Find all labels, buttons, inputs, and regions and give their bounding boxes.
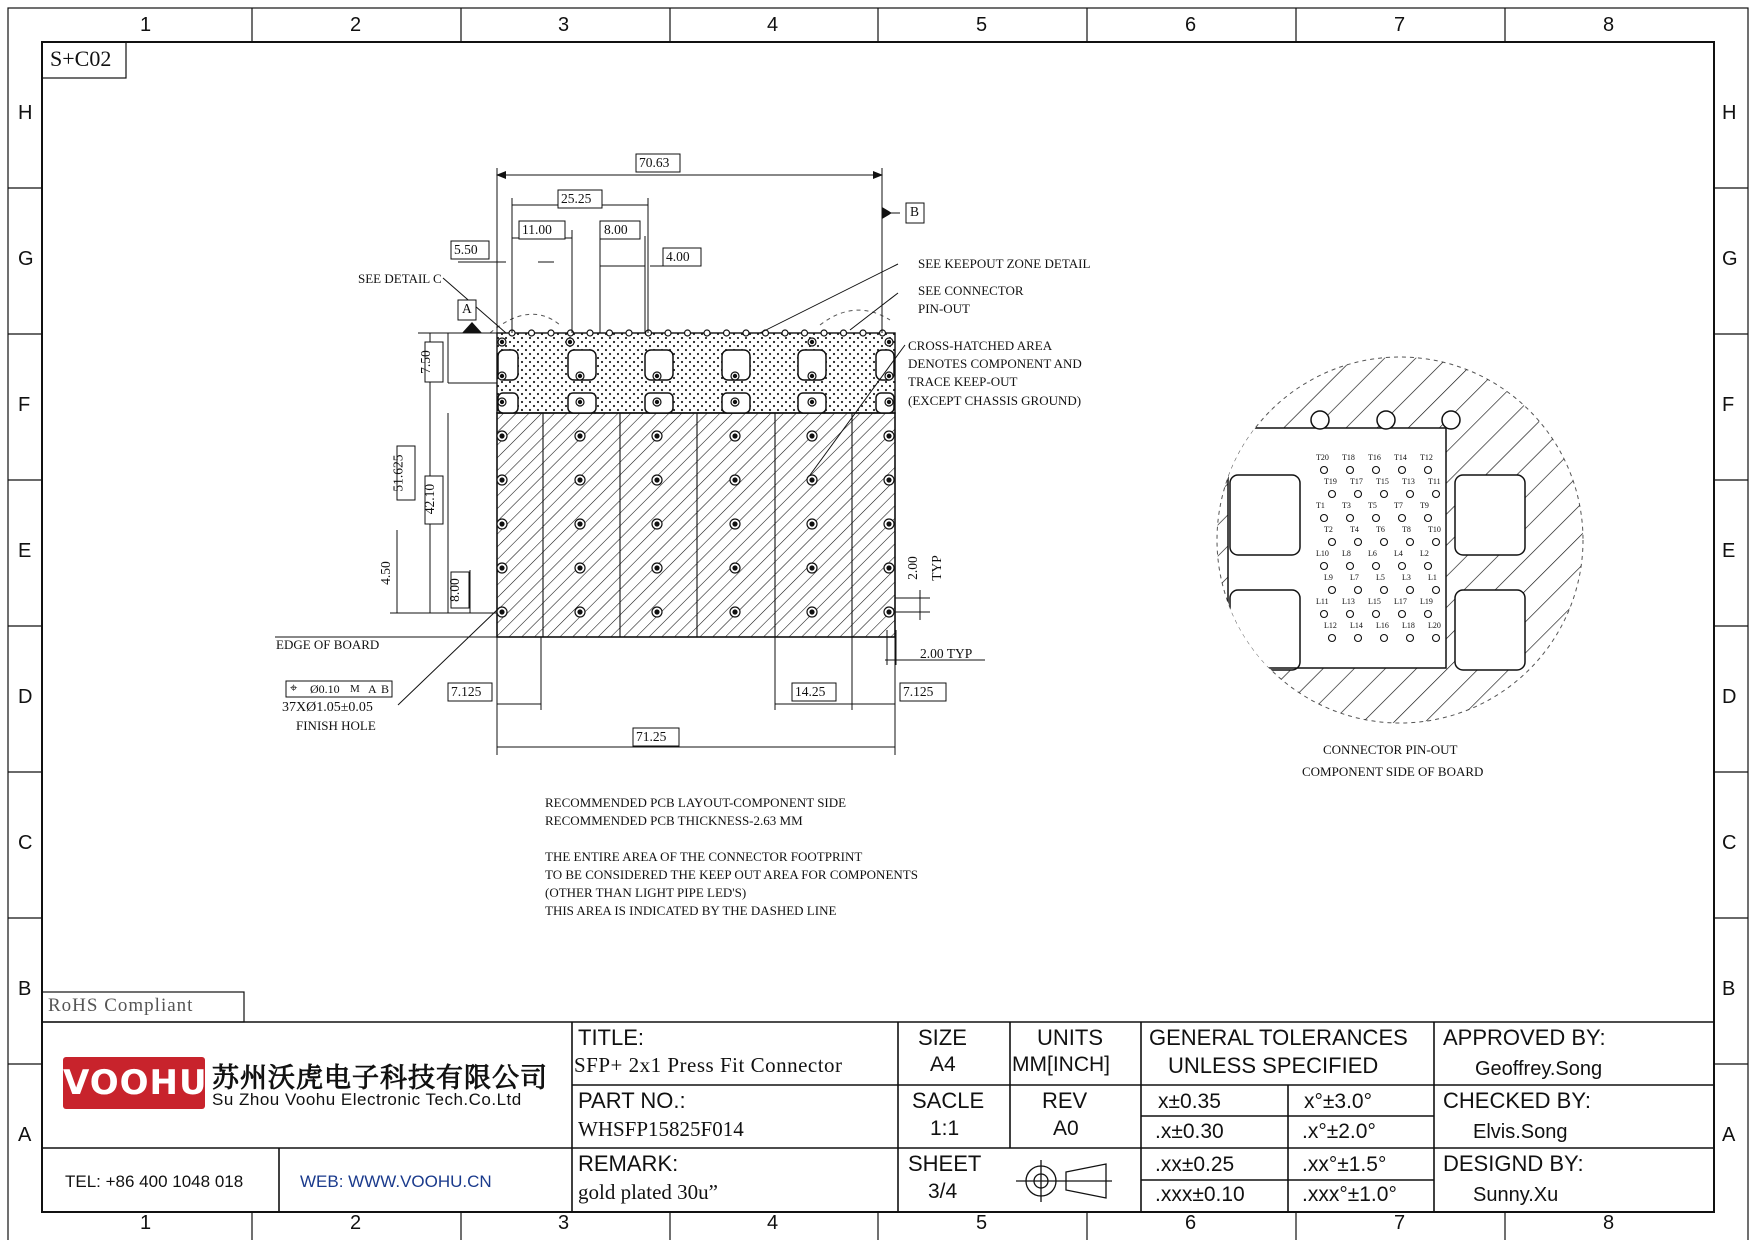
pinout-pin-label: L15	[1368, 597, 1381, 606]
dim-51-625: 51.625	[390, 454, 406, 492]
contact-hole-center	[500, 340, 503, 343]
contact-hole-center	[810, 340, 813, 343]
pinout-pin-label: L6	[1368, 549, 1377, 558]
mounting-hole-center	[500, 434, 504, 438]
contact-hole-center	[810, 400, 813, 403]
label-cross-1: CROSS-HATCHED AREA	[908, 338, 1053, 353]
pinout-pin-label: L14	[1350, 621, 1363, 630]
dim-7-125-left: 7.125	[451, 684, 482, 699]
pinout-pin	[1373, 563, 1380, 570]
approved-label: APPROVED BY:	[1443, 1025, 1606, 1050]
signal-pin	[802, 330, 808, 336]
contact-hole-center	[578, 374, 581, 377]
contact-hole-center	[500, 400, 503, 403]
mounting-hole-center	[810, 522, 814, 526]
fcf-datum-b: B	[381, 682, 390, 696]
dim-8-00-top: 8.00	[604, 222, 628, 237]
mounting-hole-center	[578, 478, 582, 482]
zone-col-3-top: 3	[558, 14, 570, 36]
fcf-position-icon: ⌖	[290, 680, 298, 695]
pinout-pin-label: L20	[1428, 621, 1441, 630]
zone-row-b-right: B	[1722, 978, 1736, 1000]
zone-row-f-left: F	[18, 394, 31, 416]
approved-value: Geoffrey.Song	[1475, 1058, 1603, 1080]
part-no-value: WHSFP15825F014	[578, 1117, 744, 1141]
label-edge-of-board: EDGE OF BOARD	[276, 637, 380, 652]
tol-angle-2: .xx°±1.5°	[1302, 1153, 1387, 1176]
pinout-pin-label: T8	[1402, 525, 1411, 534]
pinout-pin-label: T1	[1316, 501, 1325, 510]
pinout-pin-label: L8	[1342, 549, 1351, 558]
note-line-1: RECOMMENDED PCB LAYOUT-COMPONENT SIDE	[545, 795, 847, 810]
pinout-pin	[1407, 587, 1414, 594]
label-see-connector-1: SEE CONNECTOR	[918, 283, 1024, 298]
units-label: UNITS	[1037, 1025, 1103, 1050]
pinout-pin-label: L11	[1316, 597, 1329, 606]
dim-overall-bottom: 71.25	[636, 729, 667, 744]
zone-row-g-right: G	[1722, 248, 1738, 270]
tol-angle-1: .x°±2.0°	[1302, 1120, 1376, 1143]
pinout-pin-label: T4	[1350, 525, 1359, 534]
zone-row-h-right: H	[1722, 102, 1737, 124]
note-line-6: THIS AREA IS INDICATED BY THE DASHED LINE	[545, 903, 837, 918]
tolerances-title-1: GENERAL TOLERANCES	[1149, 1025, 1408, 1050]
pinout-pin-label: L2	[1420, 549, 1429, 558]
designed-value: Sunny.Xu	[1473, 1184, 1559, 1206]
zone-row-e-right: E	[1722, 540, 1736, 562]
pinout-pin-label: T5	[1368, 501, 1377, 510]
contact-hole-center	[887, 340, 890, 343]
pinout-pin	[1399, 515, 1406, 522]
mounting-hole-center	[810, 610, 814, 614]
pinout-pin	[1355, 587, 1362, 594]
dim-7-125-right: 7.125	[903, 684, 934, 699]
mounting-hole-center	[655, 610, 659, 614]
signal-pin	[743, 330, 749, 336]
pinout-pin	[1321, 563, 1328, 570]
mounting-hole-center	[733, 434, 737, 438]
zone-row-d-right: D	[1722, 686, 1737, 708]
pinout-pin	[1355, 539, 1362, 546]
mounting-hole-center	[578, 566, 582, 570]
pinout-pin	[1321, 467, 1328, 474]
mounting-hole-center	[810, 434, 814, 438]
pinout-pin-label: T3	[1342, 501, 1351, 510]
pinout-pin	[1321, 611, 1328, 618]
pinout-detail	[1190, 350, 1610, 730]
signal-pin	[626, 330, 632, 336]
signal-pin	[607, 330, 613, 336]
pinout-pin	[1321, 515, 1328, 522]
signal-pin	[860, 330, 866, 336]
dim-2-00-typ: 2.00 TYP	[920, 646, 973, 661]
mounting-hole-center	[887, 610, 891, 614]
title-label: TITLE:	[578, 1025, 645, 1050]
tol-angle-3: .xxx°±1.0°	[1302, 1183, 1397, 1206]
pinout-pin	[1399, 563, 1406, 570]
mounting-hole-center	[733, 566, 737, 570]
projection-symbol-icon	[1016, 1160, 1112, 1202]
zone-col-7-bottom: 7	[1394, 1212, 1406, 1234]
dim-42-10: 42.10	[422, 483, 438, 515]
dim-7-50: 7.50	[417, 350, 433, 374]
pinout-pin-label: T6	[1376, 525, 1385, 534]
pinout-pin	[1347, 467, 1354, 474]
zone-col-4-top: 4	[767, 14, 779, 36]
checked-value: Elvis.Song	[1473, 1121, 1568, 1143]
pinout-pin	[1329, 491, 1336, 498]
pinout-pin	[1329, 587, 1336, 594]
zone-col-1-bottom: 1	[140, 1212, 152, 1234]
note-line-3: THE ENTIRE AREA OF THE CONNECTOR FOOTPRINT	[545, 849, 863, 864]
dim-14-25: 14.25	[795, 684, 826, 699]
tol-linear-3: .xxx±0.10	[1155, 1183, 1245, 1206]
pinout-pin	[1433, 491, 1440, 498]
zone-col-8-top: 8	[1603, 14, 1615, 36]
contact-hole-center	[810, 374, 813, 377]
datum-b: B	[910, 204, 920, 219]
pinout-pin-label: L3	[1402, 573, 1411, 582]
pinout-pin	[1329, 635, 1336, 642]
mounting-hole-center	[810, 478, 814, 482]
pinout-pin	[1407, 635, 1414, 642]
company-web: WEB: WWW.VOOHU.CN	[300, 1172, 492, 1191]
dim-4-00: 4.00	[666, 249, 690, 264]
pinout-pin-label: L7	[1350, 573, 1359, 582]
mounting-hole-center	[887, 434, 891, 438]
pinout-pin	[1425, 467, 1432, 474]
mounting-hole-center	[500, 610, 504, 614]
pinout-pin-label: T17	[1350, 477, 1363, 486]
pinout-pin	[1381, 635, 1388, 642]
mounting-hole-center	[733, 610, 737, 614]
mounting-hole-center	[887, 566, 891, 570]
mounting-hole-center	[887, 522, 891, 526]
pinout-pin-label: T16	[1368, 453, 1381, 462]
pinout-pin-label: L1	[1428, 573, 1437, 582]
size-value: A4	[930, 1053, 956, 1076]
pinout-pin	[1373, 467, 1380, 474]
pinout-pin	[1329, 539, 1336, 546]
rev-value: A0	[1053, 1117, 1079, 1140]
signal-pin	[587, 330, 593, 336]
pinout-pin	[1433, 635, 1440, 642]
label-finish-hole: FINISH HOLE	[296, 718, 376, 733]
mounting-hole-center	[733, 478, 737, 482]
mounting-hole-center	[810, 566, 814, 570]
contact-hole-center	[578, 400, 581, 403]
pinout-pin	[1425, 515, 1432, 522]
pinout-pin-label: L19	[1420, 597, 1433, 606]
pinout-pin	[1373, 515, 1380, 522]
dim-5-50: 5.50	[454, 242, 478, 257]
pinout-pin	[1425, 563, 1432, 570]
component-band	[497, 333, 895, 413]
pinout-pin	[1399, 611, 1406, 618]
detail-caption-2: COMPONENT SIDE OF BOARD	[1302, 764, 1484, 779]
title-value: SFP+ 2x1 Press Fit Connector	[574, 1053, 843, 1077]
pinout-pin	[1407, 539, 1414, 546]
remark-label: REMARK:	[578, 1151, 679, 1176]
company-name-en: Su Zhou Voohu Electronic Tech.Co.Ltd	[212, 1090, 522, 1109]
zone-col-7-top: 7	[1394, 14, 1406, 36]
mounting-hole-center	[500, 522, 504, 526]
units-value: MM[INCH]	[1012, 1053, 1110, 1076]
size-label: SIZE	[918, 1025, 967, 1050]
pinout-pin	[1425, 611, 1432, 618]
contact-hole-center	[655, 400, 658, 403]
contact-hole-center	[500, 374, 503, 377]
label-hole-spec: 37XØ1.05±0.05	[282, 700, 373, 715]
label-cross-3: TRACE KEEP-OUT	[908, 374, 1018, 389]
zone-row-c-right: C	[1722, 832, 1737, 854]
zone-col-4-bottom: 4	[767, 1212, 779, 1234]
zone-col-5-bottom: 5	[976, 1212, 988, 1234]
sheet-value: 3/4	[928, 1180, 958, 1203]
pinout-pin	[1347, 563, 1354, 570]
signal-pin	[665, 330, 671, 336]
pinout-pin-label: L4	[1394, 549, 1403, 558]
pinout-pin-label: T19	[1324, 477, 1337, 486]
note-line-2: RECOMMENDED PCB THICKNESS-2.63 MM	[545, 813, 803, 828]
note-line-4: TO BE CONSIDERED THE KEEP OUT AREA FOR COMPONENTS	[545, 867, 918, 882]
pinout-pin	[1355, 491, 1362, 498]
label-cross-4: (EXCEPT CHASSIS GROUND)	[908, 393, 1082, 408]
tol-linear-1: .x±0.30	[1155, 1120, 1224, 1143]
zone-row-c-left: C	[18, 832, 33, 854]
pinout-pin	[1347, 611, 1354, 618]
checked-label: CHECKED BY:	[1443, 1088, 1591, 1113]
pinout-pin	[1381, 587, 1388, 594]
company-name-cn: 苏州沃虎电子科技有限公司	[212, 1063, 548, 1094]
zone-row-f-right: F	[1722, 394, 1735, 416]
signal-pin	[568, 330, 574, 336]
pinout-pin-label: L12	[1324, 621, 1337, 630]
pinout-pin-label: L18	[1402, 621, 1415, 630]
zone-col-6-top: 6	[1185, 14, 1197, 36]
keepout-hatched-area	[497, 413, 895, 637]
mounting-hole-center	[655, 434, 659, 438]
scale-value: 1:1	[930, 1117, 960, 1140]
pinout-pin	[1381, 539, 1388, 546]
label-see-detail-c: SEE DETAIL C	[358, 271, 442, 286]
pinout-pin	[1347, 515, 1354, 522]
mounting-hole-center	[578, 610, 582, 614]
zone-col-5-top: 5	[976, 14, 988, 36]
contact-hole-center	[568, 340, 571, 343]
part-no-label: PART NO.:	[578, 1088, 686, 1113]
zone-col-2-top: 2	[350, 14, 362, 36]
pinout-pin-label: T11	[1428, 477, 1441, 486]
pinout-pin-label: L5	[1376, 573, 1385, 582]
contact-hole-center	[655, 374, 658, 377]
zone-row-e-left: E	[18, 540, 32, 562]
pinout-pin-label: T9	[1420, 501, 1429, 510]
zone-col-8-bottom: 8	[1603, 1212, 1615, 1234]
pinout-pin	[1433, 539, 1440, 546]
pinout-pin-label: L13	[1342, 597, 1355, 606]
mounting-hole-center	[500, 566, 504, 570]
zone-row-a-left: A	[18, 1124, 32, 1146]
pinout-pin-label: T15	[1376, 477, 1389, 486]
designed-label: DESIGND BY:	[1443, 1151, 1584, 1176]
rev-label: REV	[1042, 1088, 1088, 1113]
scale-label: SACLE	[912, 1088, 985, 1113]
signal-pin	[685, 330, 691, 336]
pinout-pin	[1373, 611, 1380, 618]
sheet-id: S+C02	[50, 46, 112, 71]
pinout-pin	[1355, 635, 1362, 642]
dim-typ-vert: TYP	[928, 555, 944, 581]
pinout-pin-label: T10	[1428, 525, 1441, 534]
signal-pin	[724, 330, 730, 336]
remark-value: gold plated 30u”	[578, 1180, 718, 1204]
contact-hole-center	[887, 374, 890, 377]
label-see-keepout: SEE KEEPOUT ZONE DETAIL	[918, 256, 1091, 271]
footprint-drawing	[490, 310, 895, 637]
mounting-hole-center	[733, 522, 737, 526]
dim-4-50: 4.50	[377, 561, 393, 585]
label-see-connector-2: PIN-OUT	[918, 301, 970, 316]
zone-row-g-left: G	[18, 248, 34, 270]
signal-pin	[704, 330, 710, 336]
pinout-pin-label: T2	[1324, 525, 1333, 534]
zone-col-2-bottom: 2	[350, 1212, 362, 1234]
zone-col-6-bottom: 6	[1185, 1212, 1197, 1234]
pinout-pin-label: L10	[1316, 549, 1329, 558]
detail-caption-1: CONNECTOR PIN-OUT	[1323, 742, 1458, 757]
pinout-pin-label: T7	[1394, 501, 1403, 510]
contact-hole-center	[887, 400, 890, 403]
fcf-datum-a: A	[368, 682, 377, 696]
tolerances-title-2: UNLESS SPECIFIED	[1168, 1053, 1379, 1078]
zone-row-d-left: D	[18, 686, 33, 708]
fcf-tolerance: Ø0.10	[310, 682, 340, 696]
mounting-hole-center	[655, 522, 659, 526]
signal-pin	[548, 330, 554, 336]
contact-hole-center	[733, 374, 736, 377]
mounting-hole-center	[500, 478, 504, 482]
datum-a: A	[462, 301, 472, 316]
pinout-pin-label: T13	[1402, 477, 1415, 486]
signal-pin	[529, 330, 535, 336]
pinout-pin-label: T18	[1342, 453, 1355, 462]
contact-hole-center	[733, 400, 736, 403]
company-tel: TEL: +86 400 1048 018	[65, 1172, 244, 1191]
sheet-label: SHEET	[908, 1151, 982, 1176]
signal-pin	[841, 330, 847, 336]
zone-row-b-left: B	[18, 978, 32, 1000]
dim-2-00-vert: 2.00	[904, 556, 920, 580]
pinout-pin	[1433, 587, 1440, 594]
signal-pin	[782, 330, 788, 336]
tol-angle-0: x°±3.0°	[1304, 1090, 1373, 1113]
zone-col-3-bottom: 3	[558, 1212, 570, 1234]
mounting-hole-center	[578, 522, 582, 526]
pinout-pin-label: L9	[1324, 573, 1333, 582]
tol-linear-2: .xx±0.25	[1155, 1153, 1235, 1176]
mounting-hole-center	[655, 478, 659, 482]
tol-linear-0: x±0.35	[1158, 1090, 1221, 1113]
pinout-pin	[1407, 491, 1414, 498]
signal-pin	[821, 330, 827, 336]
mounting-hole-center	[655, 566, 659, 570]
pinout-pin-label: L16	[1376, 621, 1389, 630]
zone-col-1-top: 1	[140, 14, 152, 36]
pinout-pin-label: L17	[1394, 597, 1407, 606]
zone-row-a-right: A	[1722, 1124, 1736, 1146]
label-cross-2: DENOTES COMPONENT AND	[908, 356, 1082, 371]
zone-row-h-left: H	[18, 102, 33, 124]
pinout-pin-label: T12	[1420, 453, 1433, 462]
rohs-label: RoHS Compliant	[48, 995, 194, 1016]
pinout-pin	[1381, 491, 1388, 498]
pinout-pin-label: T20	[1316, 453, 1329, 462]
dim-11-00: 11.00	[522, 222, 552, 237]
mounting-hole-center	[887, 478, 891, 482]
dim-25-25: 25.25	[561, 191, 592, 206]
dim-overall-top: 70.63	[639, 155, 670, 170]
mounting-hole-center	[578, 434, 582, 438]
voohu-logo: VOOHU	[63, 1057, 205, 1109]
pinout-pin	[1399, 467, 1406, 474]
pinout-pin-label: T14	[1394, 453, 1407, 462]
note-line-5: (OTHER THAN LIGHT PIPE LED'S)	[545, 885, 747, 900]
dim-8-00-left: 8.00	[446, 578, 462, 602]
fcf-modifier: M	[350, 683, 360, 695]
